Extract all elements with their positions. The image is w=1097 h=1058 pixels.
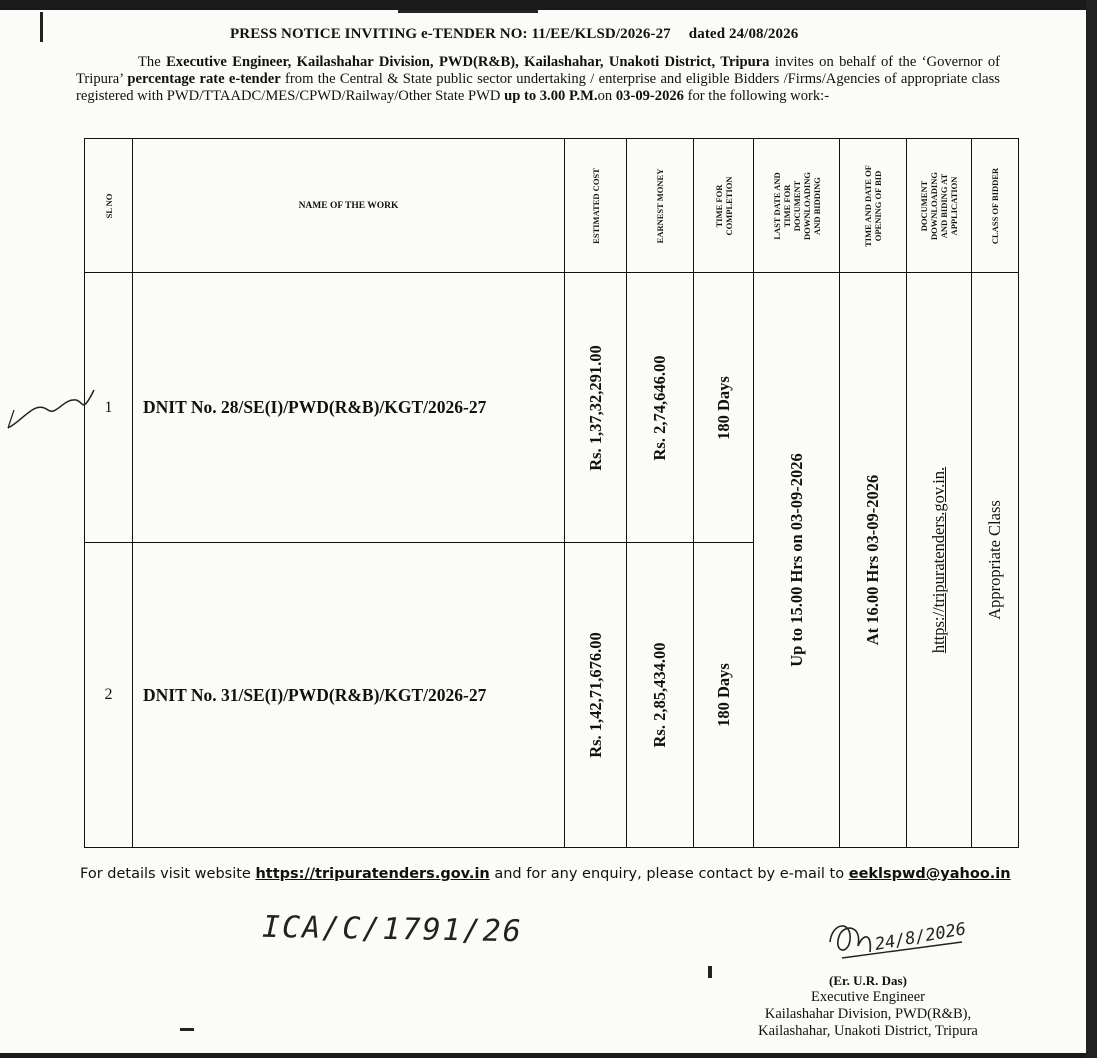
header-opening: TIME AND DATE OF OPENING OF BID <box>840 139 907 273</box>
intro-tender-type: percentage rate e-tender <box>127 71 281 87</box>
row-sl-no: 2 <box>85 543 133 848</box>
signatory-location: Kailashahar, Unakoti District, Tripura <box>758 1023 978 1039</box>
website-link[interactable]: https://tripuratenders.gov.in <box>255 866 490 882</box>
signatory-office: Kailashahar Division, PWD(R&B), <box>764 1006 972 1022</box>
intro-issuer: Executive Engineer, Kailashahar Division, PWD(R&B), Kailashahar, Unakoti District, Tripura <box>166 54 770 70</box>
row-estimated-cost: Rs. 1,42,71,676.00 <box>565 543 627 848</box>
notice-intro <box>76 54 1000 105</box>
intro-text: invites on behalf of the ‘Governor of Tripura’ <box>76 54 1000 87</box>
header-doc-download: DOCUMENT DOWNLOADING AND BIDING AT APPLICATION <box>907 139 972 273</box>
row-time: 180 Days <box>694 273 754 543</box>
header-earnest-money: EARNEST MONEY <box>627 139 694 273</box>
handwritten-reference: ICA/C/1791/26 <box>261 909 524 950</box>
shared-opening: At 16.00 Hrs 03-09-2026 <box>840 273 907 848</box>
signature-date: 24/8/2026 <box>873 919 968 955</box>
table-row <box>85 273 1019 543</box>
header-estimated-cost: ESTIMATED COST <box>565 139 627 273</box>
intro-text: for the following work:- <box>683 88 830 104</box>
row-work-name: DNIT No. 31/SE(I)/PWD(R&B)/KGT/2026-27 <box>133 543 565 848</box>
intro-text: The <box>138 54 167 70</box>
scan-mark <box>40 12 43 42</box>
signature-mark <box>822 912 972 972</box>
row-work-name: DNIT No. 28/SE(I)/PWD(R&B)/KGT/2026-27 <box>133 273 565 543</box>
row-sl-no: 1 <box>85 273 133 543</box>
notice-number: PRESS NOTICE INVITING e-TENDER NO: 11/EE/KLSD/2026-27 <box>230 26 671 42</box>
shared-last-date: Up to 15.00 Hrs on 03-09-2026 <box>754 273 840 848</box>
tender-table <box>84 138 1019 848</box>
intro-text: from the Central & State public sector undertaking / enterprise and eligible Bidders /Firms/Agencies of appropriate class registered with PWD/TTAADC/MES/CPWD/Railway/Other State PWD <box>76 71 1000 104</box>
footer-text: For details visit website <box>80 866 256 882</box>
signatory-block <box>738 972 998 1040</box>
email-link[interactable]: eeklspwd@yahoo.in <box>848 866 1011 882</box>
header-name-of-work: NAME OF THE WORK <box>133 139 565 273</box>
row-time: 180 Days <box>694 543 754 848</box>
scan-speck <box>180 1028 194 1031</box>
shared-doc-link[interactable]: https://tripuratenders.gov.in. <box>907 273 972 848</box>
table-header-row <box>85 139 1019 273</box>
row-earnest-money: Rs. 2,85,434.00 <box>627 543 694 848</box>
shared-class: Appropriate Class <box>972 273 1019 848</box>
row-estimated-cost: Rs. 1,37,32,291.00 <box>565 273 627 543</box>
footer-text: and for any enquiry, please contact by e-mail to <box>489 866 849 882</box>
signatory-name: (Er. U.R. Das) <box>829 973 907 988</box>
scan-edge <box>1086 0 1097 1058</box>
notice-title <box>230 26 798 43</box>
scan-speck <box>708 966 712 978</box>
intro-text: on <box>597 88 616 104</box>
intro-deadline-date: 03-09-2026 <box>615 88 684 104</box>
header-last-date: LAST DATE AND TIME FOR DOCUMENT DOWNLOADING AND BIDDING <box>754 139 840 273</box>
header-time-for-completion: TIME FOR COMPLETION <box>694 139 754 273</box>
intro-deadline-time: up to 3.00 P.M. <box>504 88 598 104</box>
header-sl-no: SL NO <box>85 139 133 273</box>
signatory-designation: Executive Engineer <box>811 989 925 1005</box>
notice-date: dated 24/08/2026 <box>688 26 799 42</box>
row-earnest-money: Rs. 2,74,646.00 <box>627 273 694 543</box>
margin-scribble <box>4 380 104 440</box>
header-class-of-bidder: CLASS OF BIDDER <box>972 139 1019 273</box>
top-rule <box>398 10 538 13</box>
contact-footer <box>80 866 1011 882</box>
